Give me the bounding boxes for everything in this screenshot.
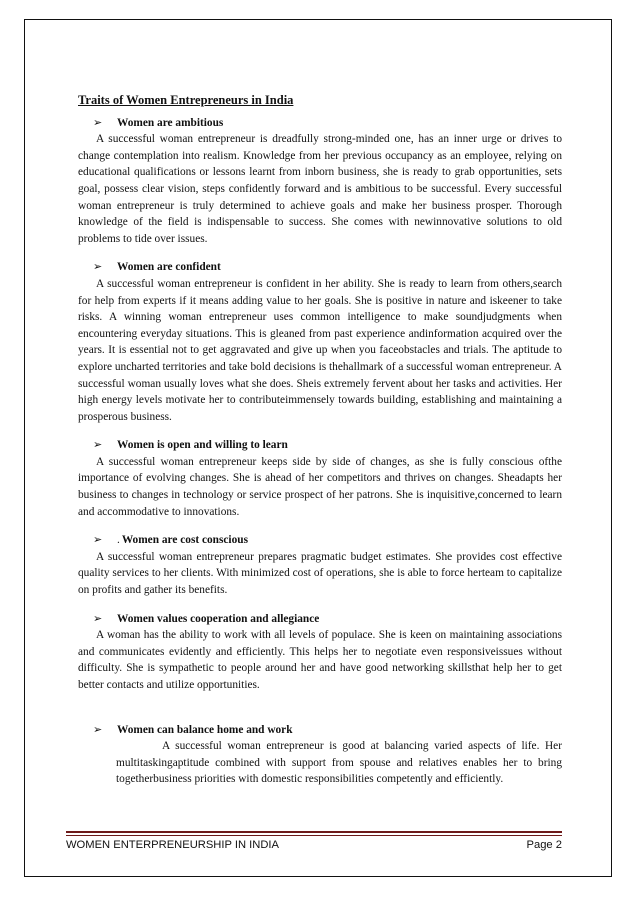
arrow-bullet-icon: ➢ [93,612,103,625]
section-heading-label: Women are confident [117,261,221,274]
section-heading [78,611,562,628]
section-paragraph: A successful woman entrepreneur keeps side by side of changes, as she is fully conscious ofthe importance of evolving changes. She is ahead of her competitors and thrives on changes. Sheadapts her business to changes in technology or service prospect of her patrons. She is inquisitive,concerned to learn and accommodative to innovations. [78,455,562,518]
section-heading [78,722,562,739]
stray-marker: . [117,534,120,547]
arrow-bullet-icon: ➢ [93,116,103,129]
section-paragraph: A successful woman entrepreneur prepares pragmatic budget estimates. She provides cost effective quality services to her clients. With minimized cost of operations, she is able to force herteam to capitalize on profits and gather its benefits. [78,550,562,597]
arrow-bullet-icon: ➢ [93,534,103,547]
page-footer [66,839,562,851]
document-title: Traits of Women Entrepreneurs in India [78,93,294,107]
section-heading [78,437,562,454]
section-confident [78,259,562,425]
footer-title: WOMEN ENTERPRENEURSHIP IN INDIA [66,839,279,851]
section-paragraph: A successful woman entrepreneur is confident in her ability. She is ready to learn from others,search for help from experts if it means adding value to her goals. She is positive in nature and iskeener to take risks. A winning woman entrepreneur uses common intelligence to make soundjudgments when encountering everyday situations. This is gleaned from past experience andinformation acquired over the years. It is essential not to get aggravated and give up when you faceobstacles and trials. The aptitude to explore uncharted territories and take bold decisions is thehallmark of a successful woman entrepreneur. A successful woman usually loves what she does. Sheis extremely fervent about her tasks and activities. Her high energy levels motivate her to contributeimmensely towards building, establishing and maintaining a prosperous business. [78,277,562,423]
footer-rule-thin [66,835,562,836]
section-heading-label: Women values cooperation and allegiance [117,612,320,625]
section-heading [78,532,562,549]
section-ambitious [78,115,562,248]
section-heading-label: Women is open and willing to learn [117,439,288,452]
section-heading [78,259,562,276]
arrow-bullet-icon: ➢ [93,723,103,736]
document-body [78,92,562,800]
section-heading-label: Women are cost conscious [121,534,248,547]
section-heading-label: Women are ambitious [117,116,224,129]
arrow-bullet-icon: ➢ [93,261,103,274]
section-balance [78,722,562,788]
footer-rule [66,831,562,833]
section-paragraph: A successful woman entrepreneur is dreadfully strong-minded one, has an inner urge or drives to change contemplation into realism. Knowledge from her previous occupancy as an employee, relying on educational qualifications or lessons learnt from inborn business, she is ready to grab opportunities, sets goal, possess clear vision, steps confidently forward and is ambitious to be successful. Every successful woman entrepreneur is truly determined to achieve goals and make her business prosper. Thorough knowledge of the field is indispensable to success. She comes with newinnovative solutions to old problems to tide over issues. [78,133,562,245]
section-paragraph: A successful woman entrepreneur is good at balancing varied aspects of life. Her multitaskingaptitude combined with support from spouse and relatives enables her to bring togetherbusiness priorities with domestic responsibilities competently and efficiently. [116,740,562,786]
section-heading [78,115,562,132]
page-number: Page 2 [526,839,562,851]
spacer [78,706,562,722]
section-paragraph: A woman has the ability to work with all levels of populace. She is keen on maintaining associations and communicates evidently and efficiently. This helps her to negotiate even responsiveissues without difficulty. She is sympathetic to people around her and have good networking skillsthat help her to get better contacts and utilize opportunities. [78,629,562,691]
section-open-to-learn [78,437,562,520]
arrow-bullet-icon: ➢ [93,439,103,452]
section-heading-label: Women can balance home and work [117,723,293,736]
section-cost-conscious [78,532,562,598]
section-cooperation [78,611,562,694]
